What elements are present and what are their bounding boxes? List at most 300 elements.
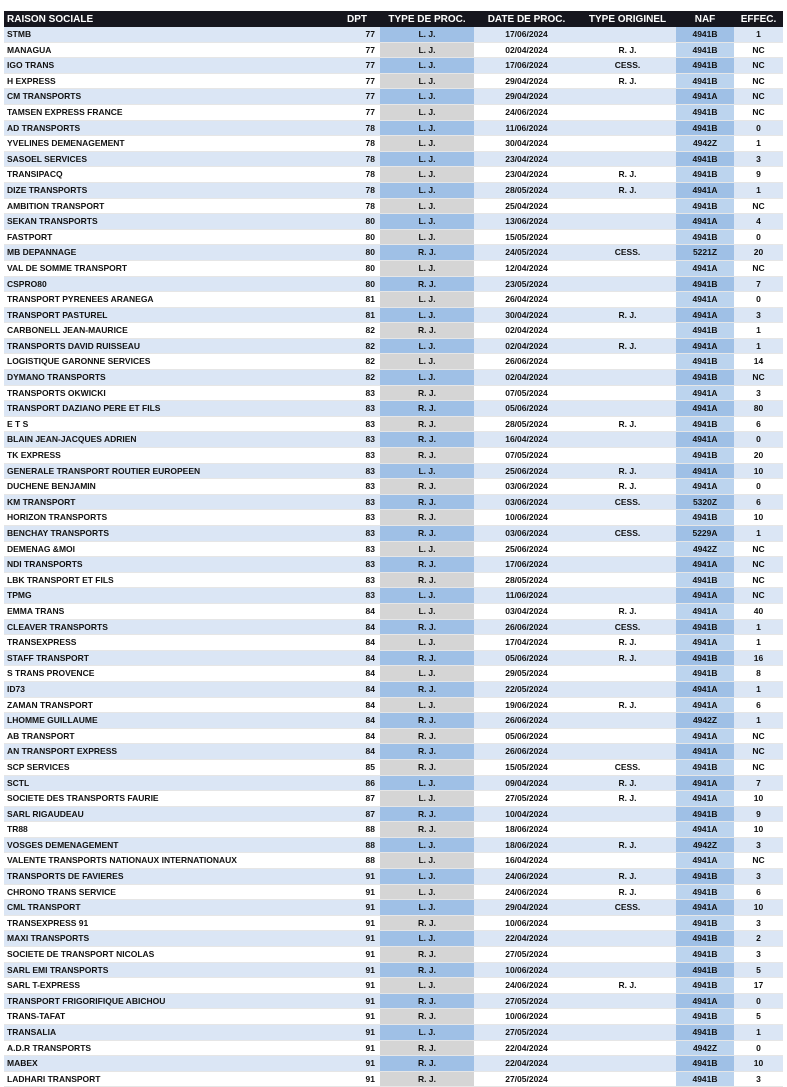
cell-type-originel xyxy=(579,713,676,729)
cell-date-de-proc: 29/04/2024 xyxy=(474,73,579,89)
cell-type-de-proc: L. J. xyxy=(380,292,474,308)
cell-type-de-proc: L. J. xyxy=(380,588,474,604)
cell-raison-sociale: LADHARI TRANSPORT xyxy=(4,1071,334,1087)
cell-effec: 0 xyxy=(734,120,783,136)
cell-effec: NC xyxy=(734,588,783,604)
table-row xyxy=(4,962,783,978)
cell-effec: 3 xyxy=(734,385,783,401)
cell-naf: 5320Z xyxy=(676,494,734,510)
cell-naf: 4941B xyxy=(676,962,734,978)
table-row xyxy=(4,697,783,713)
cell-effec: NC xyxy=(734,557,783,573)
cell-dpt: 80 xyxy=(334,245,380,261)
cell-dpt: 86 xyxy=(334,775,380,791)
table-row xyxy=(4,167,783,183)
table-row xyxy=(4,744,783,760)
table-row xyxy=(4,759,783,775)
cell-date-de-proc: 24/05/2024 xyxy=(474,245,579,261)
cell-date-de-proc: 30/04/2024 xyxy=(474,307,579,323)
table-row xyxy=(4,993,783,1009)
table-row xyxy=(4,619,783,635)
table-row xyxy=(4,463,783,479)
cell-type-de-proc: L. J. xyxy=(380,1025,474,1041)
cell-date-de-proc: 26/04/2024 xyxy=(474,292,579,308)
cell-raison-sociale: AMBITION TRANSPORT xyxy=(4,198,334,214)
cell-raison-sociale: SOCIETE DE TRANSPORT NICOLAS xyxy=(4,947,334,963)
cell-raison-sociale: STAFF TRANSPORT xyxy=(4,650,334,666)
cell-type-de-proc: R. J. xyxy=(380,650,474,666)
cell-dpt: 84 xyxy=(334,666,380,682)
cell-dpt: 77 xyxy=(334,73,380,89)
cell-date-de-proc: 17/06/2024 xyxy=(474,557,579,573)
cell-dpt: 91 xyxy=(334,1009,380,1025)
cell-type-originel xyxy=(579,260,676,276)
cell-date-de-proc: 19/06/2024 xyxy=(474,697,579,713)
cell-effec: 8 xyxy=(734,666,783,682)
cell-type-originel xyxy=(579,385,676,401)
cell-raison-sociale: LOGISTIQUE GARONNE SERVICES xyxy=(4,354,334,370)
cell-raison-sociale: ZAMAN TRANSPORT xyxy=(4,697,334,713)
cell-type-originel xyxy=(579,806,676,822)
cell-dpt: 87 xyxy=(334,791,380,807)
table-row xyxy=(4,915,783,931)
cell-raison-sociale: MABEX xyxy=(4,1056,334,1072)
cell-dpt: 81 xyxy=(334,292,380,308)
cell-date-de-proc: 10/04/2024 xyxy=(474,806,579,822)
cell-naf: 4941B xyxy=(676,915,734,931)
cell-date-de-proc: 26/06/2024 xyxy=(474,713,579,729)
cell-date-de-proc: 07/05/2024 xyxy=(474,385,579,401)
cell-naf: 4941A xyxy=(676,728,734,744)
cell-type-de-proc: L. J. xyxy=(380,603,474,619)
cell-type-originel: CESS. xyxy=(579,494,676,510)
cell-date-de-proc: 11/06/2024 xyxy=(474,588,579,604)
cell-dpt: 84 xyxy=(334,681,380,697)
cell-naf: 4941B xyxy=(676,572,734,588)
cell-date-de-proc: 16/04/2024 xyxy=(474,432,579,448)
cell-raison-sociale: CLEAVER TRANSPORTS xyxy=(4,619,334,635)
cell-naf: 4941B xyxy=(676,276,734,292)
table-row xyxy=(4,182,783,198)
cell-raison-sociale: TRANSALIA xyxy=(4,1025,334,1041)
cell-dpt: 83 xyxy=(334,432,380,448)
cell-type-originel xyxy=(579,510,676,526)
cell-type-originel: R. J. xyxy=(579,837,676,853)
cell-type-de-proc: R. J. xyxy=(380,494,474,510)
cell-dpt: 77 xyxy=(334,89,380,105)
cell-effec: 20 xyxy=(734,245,783,261)
cell-type-originel xyxy=(579,214,676,230)
cell-date-de-proc: 28/05/2024 xyxy=(474,182,579,198)
cell-raison-sociale: TRANSEXPRESS 91 xyxy=(4,915,334,931)
cell-raison-sociale: MANAGUA xyxy=(4,42,334,58)
cell-type-de-proc: R. J. xyxy=(380,744,474,760)
cell-raison-sociale: VOSGES DEMENAGEMENT xyxy=(4,837,334,853)
cell-dpt: 91 xyxy=(334,1025,380,1041)
cell-naf: 4941B xyxy=(676,27,734,42)
cell-dpt: 84 xyxy=(334,713,380,729)
cell-type-de-proc: R. J. xyxy=(380,1056,474,1072)
cell-dpt: 84 xyxy=(334,650,380,666)
cell-naf: 4941B xyxy=(676,666,734,682)
cell-raison-sociale: BENCHAY TRANSPORTS xyxy=(4,526,334,542)
cell-type-de-proc: R. J. xyxy=(380,962,474,978)
cell-raison-sociale: SARL EMI TRANSPORTS xyxy=(4,962,334,978)
cell-type-de-proc: L. J. xyxy=(380,151,474,167)
cell-date-de-proc: 17/06/2024 xyxy=(474,58,579,74)
cell-effec: 1 xyxy=(734,136,783,152)
cell-date-de-proc: 24/06/2024 xyxy=(474,869,579,885)
cell-effec: 4 xyxy=(734,214,783,230)
cell-date-de-proc: 15/05/2024 xyxy=(474,759,579,775)
cell-date-de-proc: 27/05/2024 xyxy=(474,1071,579,1087)
cell-type-originel xyxy=(579,1025,676,1041)
cell-date-de-proc: 05/06/2024 xyxy=(474,728,579,744)
table-row xyxy=(4,869,783,885)
cell-dpt: 84 xyxy=(334,635,380,651)
cell-effec: 6 xyxy=(734,697,783,713)
cell-effec: 0 xyxy=(734,229,783,245)
table-row xyxy=(4,775,783,791)
cell-dpt: 91 xyxy=(334,900,380,916)
table-row xyxy=(4,526,783,542)
cell-dpt: 91 xyxy=(334,947,380,963)
cell-effec: 6 xyxy=(734,494,783,510)
cell-naf: 4941B xyxy=(676,448,734,464)
cell-dpt: 80 xyxy=(334,214,380,230)
cell-naf: 4941B xyxy=(676,1025,734,1041)
cell-dpt: 91 xyxy=(334,869,380,885)
cell-naf: 4941B xyxy=(676,229,734,245)
header-type-de-proc: TYPE DE PROC. xyxy=(380,11,474,27)
cell-dpt: 83 xyxy=(334,557,380,573)
cell-raison-sociale: SCTL xyxy=(4,775,334,791)
cell-type-originel xyxy=(579,666,676,682)
header-effec: EFFEC. xyxy=(734,11,783,27)
cell-dpt: 78 xyxy=(334,151,380,167)
cell-dpt: 84 xyxy=(334,728,380,744)
table-row xyxy=(4,572,783,588)
cell-raison-sociale: EMMA TRANS xyxy=(4,603,334,619)
cell-raison-sociale: DUCHENE BENJAMIN xyxy=(4,479,334,495)
cell-effec: 10 xyxy=(734,1056,783,1072)
cell-naf: 4941A xyxy=(676,775,734,791)
cell-raison-sociale: LHOMME GUILLAUME xyxy=(4,713,334,729)
cell-raison-sociale: CML TRANSPORT xyxy=(4,900,334,916)
cell-type-originel xyxy=(579,276,676,292)
cell-type-originel xyxy=(579,136,676,152)
cell-effec: 10 xyxy=(734,463,783,479)
cell-date-de-proc: 15/05/2024 xyxy=(474,229,579,245)
cell-effec: 20 xyxy=(734,448,783,464)
cell-date-de-proc: 24/06/2024 xyxy=(474,104,579,120)
cell-type-de-proc: R. J. xyxy=(380,1040,474,1056)
cell-raison-sociale: SARL RIGAUDEAU xyxy=(4,806,334,822)
cell-raison-sociale: SEKAN TRANSPORTS xyxy=(4,214,334,230)
cell-date-de-proc: 26/06/2024 xyxy=(474,744,579,760)
cell-effec: 10 xyxy=(734,510,783,526)
cell-raison-sociale: AN TRANSPORT EXPRESS xyxy=(4,744,334,760)
cell-type-de-proc: L. J. xyxy=(380,167,474,183)
cell-naf: 4941A xyxy=(676,292,734,308)
cell-type-de-proc: R. J. xyxy=(380,416,474,432)
cell-date-de-proc: 25/06/2024 xyxy=(474,463,579,479)
cell-type-originel: CESS. xyxy=(579,245,676,261)
cell-type-de-proc: R. J. xyxy=(380,619,474,635)
cell-type-originel xyxy=(579,1056,676,1072)
cell-naf: 4941B xyxy=(676,354,734,370)
cell-effec: NC xyxy=(734,89,783,105)
cell-type-de-proc: L. J. xyxy=(380,58,474,74)
cell-naf: 4941A xyxy=(676,900,734,916)
cell-effec: 9 xyxy=(734,167,783,183)
cell-effec: 3 xyxy=(734,307,783,323)
cell-type-originel xyxy=(579,588,676,604)
cell-naf: 4941A xyxy=(676,338,734,354)
cell-type-originel xyxy=(579,931,676,947)
cell-effec: 1 xyxy=(734,526,783,542)
cell-type-originel xyxy=(579,104,676,120)
table-row xyxy=(4,1071,783,1087)
table-row xyxy=(4,900,783,916)
table-row xyxy=(4,432,783,448)
cell-effec: 10 xyxy=(734,900,783,916)
cell-raison-sociale: VAL DE SOMME TRANSPORT xyxy=(4,260,334,276)
table-row xyxy=(4,307,783,323)
cell-effec: NC xyxy=(734,744,783,760)
cell-date-de-proc: 23/04/2024 xyxy=(474,167,579,183)
cell-raison-sociale: NDI TRANSPORTS xyxy=(4,557,334,573)
cell-type-originel: R. J. xyxy=(579,338,676,354)
cell-naf: 4941A xyxy=(676,260,734,276)
cell-effec: 1 xyxy=(734,1025,783,1041)
cell-dpt: 78 xyxy=(334,120,380,136)
cell-naf: 4942Z xyxy=(676,1040,734,1056)
cell-type-de-proc: R. J. xyxy=(380,479,474,495)
cell-raison-sociale: CM TRANSPORTS xyxy=(4,89,334,105)
cell-naf: 4941A xyxy=(676,744,734,760)
cell-naf: 4942Z xyxy=(676,541,734,557)
cell-type-de-proc: L. J. xyxy=(380,697,474,713)
header-type-originel: TYPE ORIGINEL xyxy=(579,11,676,27)
cell-effec: NC xyxy=(734,198,783,214)
cell-raison-sociale: TRANSIPACQ xyxy=(4,167,334,183)
cell-type-de-proc: L. J. xyxy=(380,229,474,245)
cell-type-originel xyxy=(579,151,676,167)
cell-date-de-proc: 13/06/2024 xyxy=(474,214,579,230)
cell-raison-sociale: CHRONO TRANS SERVICE xyxy=(4,884,334,900)
cell-date-de-proc: 22/04/2024 xyxy=(474,1056,579,1072)
table-row xyxy=(4,401,783,417)
cell-effec: 1 xyxy=(734,619,783,635)
cell-naf: 4941B xyxy=(676,58,734,74)
cell-dpt: 85 xyxy=(334,759,380,775)
cell-raison-sociale: AB TRANSPORT xyxy=(4,728,334,744)
cell-dpt: 82 xyxy=(334,323,380,339)
cell-naf: 4941A xyxy=(676,681,734,697)
cell-date-de-proc: 05/06/2024 xyxy=(474,401,579,417)
cell-dpt: 80 xyxy=(334,260,380,276)
cell-date-de-proc: 29/04/2024 xyxy=(474,89,579,105)
cell-date-de-proc: 02/04/2024 xyxy=(474,42,579,58)
cell-date-de-proc: 30/04/2024 xyxy=(474,136,579,152)
cell-effec: NC xyxy=(734,58,783,74)
table-row xyxy=(4,1009,783,1025)
cell-type-de-proc: R. J. xyxy=(380,557,474,573)
cell-date-de-proc: 28/05/2024 xyxy=(474,416,579,432)
cell-date-de-proc: 22/04/2024 xyxy=(474,931,579,947)
cell-raison-sociale: TRANS-TAFAT xyxy=(4,1009,334,1025)
cell-type-originel xyxy=(579,27,676,42)
procedures-table xyxy=(4,11,783,1087)
cell-date-de-proc: 23/04/2024 xyxy=(474,151,579,167)
table-row xyxy=(4,229,783,245)
cell-dpt: 82 xyxy=(334,370,380,386)
cell-naf: 4941B xyxy=(676,416,734,432)
cell-dpt: 83 xyxy=(334,385,380,401)
cell-type-originel xyxy=(579,744,676,760)
table-row xyxy=(4,713,783,729)
cell-type-originel: R. J. xyxy=(579,775,676,791)
table-row xyxy=(4,276,783,292)
table-row xyxy=(4,822,783,838)
cell-naf: 4941B xyxy=(676,120,734,136)
cell-type-de-proc: L. J. xyxy=(380,837,474,853)
cell-type-originel: CESS. xyxy=(579,759,676,775)
cell-naf: 4941B xyxy=(676,151,734,167)
cell-naf: 4941B xyxy=(676,198,734,214)
cell-naf: 4941B xyxy=(676,42,734,58)
cell-effec: 3 xyxy=(734,151,783,167)
cell-date-de-proc: 07/05/2024 xyxy=(474,448,579,464)
table-row xyxy=(4,89,783,105)
cell-effec: 5 xyxy=(734,1009,783,1025)
cell-naf: 4941B xyxy=(676,167,734,183)
cell-type-originel xyxy=(579,541,676,557)
cell-date-de-proc: 02/04/2024 xyxy=(474,338,579,354)
cell-date-de-proc: 22/04/2024 xyxy=(474,1040,579,1056)
cell-type-de-proc: L. J. xyxy=(380,931,474,947)
table-row xyxy=(4,541,783,557)
table-row xyxy=(4,510,783,526)
table-row xyxy=(4,1056,783,1072)
table-row xyxy=(4,791,783,807)
cell-raison-sociale: TRANSPORTS OKWICKI xyxy=(4,385,334,401)
cell-naf: 5229A xyxy=(676,526,734,542)
table-row xyxy=(4,494,783,510)
cell-dpt: 83 xyxy=(334,510,380,526)
cell-type-originel xyxy=(579,947,676,963)
cell-date-de-proc: 25/04/2024 xyxy=(474,198,579,214)
cell-date-de-proc: 18/06/2024 xyxy=(474,822,579,838)
cell-type-originel xyxy=(579,354,676,370)
cell-effec: NC xyxy=(734,759,783,775)
cell-type-de-proc: L. J. xyxy=(380,198,474,214)
cell-dpt: 77 xyxy=(334,27,380,42)
cell-date-de-proc: 23/05/2024 xyxy=(474,276,579,292)
cell-type-de-proc: R. J. xyxy=(380,385,474,401)
cell-naf: 4941B xyxy=(676,947,734,963)
cell-effec: NC xyxy=(734,104,783,120)
cell-raison-sociale: TRANSPORT PASTUREL xyxy=(4,307,334,323)
cell-dpt: 88 xyxy=(334,853,380,869)
cell-type-de-proc: L. J. xyxy=(380,182,474,198)
cell-type-de-proc: R. J. xyxy=(380,245,474,261)
cell-date-de-proc: 03/04/2024 xyxy=(474,603,579,619)
cell-effec: 1 xyxy=(734,323,783,339)
table-row xyxy=(4,292,783,308)
cell-type-de-proc: R. J. xyxy=(380,448,474,464)
cell-dpt: 82 xyxy=(334,354,380,370)
cell-type-de-proc: L. J. xyxy=(380,260,474,276)
cell-type-originel xyxy=(579,198,676,214)
cell-type-de-proc: R. J. xyxy=(380,432,474,448)
cell-dpt: 91 xyxy=(334,1056,380,1072)
cell-date-de-proc: 27/05/2024 xyxy=(474,993,579,1009)
cell-effec: NC xyxy=(734,853,783,869)
cell-raison-sociale: TR88 xyxy=(4,822,334,838)
table-row xyxy=(4,806,783,822)
cell-type-originel xyxy=(579,853,676,869)
cell-naf: 4941A xyxy=(676,182,734,198)
cell-effec: 3 xyxy=(734,915,783,931)
cell-dpt: 83 xyxy=(334,401,380,417)
cell-naf: 4941B xyxy=(676,510,734,526)
cell-raison-sociale: TK EXPRESS xyxy=(4,448,334,464)
cell-naf: 4941B xyxy=(676,884,734,900)
cell-effec: 3 xyxy=(734,1071,783,1087)
cell-dpt: 83 xyxy=(334,416,380,432)
cell-type-de-proc: R. J. xyxy=(380,947,474,963)
cell-type-de-proc: L. J. xyxy=(380,541,474,557)
cell-dpt: 78 xyxy=(334,182,380,198)
cell-dpt: 78 xyxy=(334,136,380,152)
cell-type-de-proc: L. J. xyxy=(380,791,474,807)
cell-naf: 4941A xyxy=(676,993,734,1009)
cell-type-originel xyxy=(579,993,676,1009)
cell-effec: 7 xyxy=(734,775,783,791)
cell-type-de-proc: L. J. xyxy=(380,775,474,791)
cell-raison-sociale: A.D.R TRANSPORTS xyxy=(4,1040,334,1056)
table-row xyxy=(4,136,783,152)
cell-raison-sociale: CARBONELL JEAN-MAURICE xyxy=(4,323,334,339)
cell-dpt: 91 xyxy=(334,1040,380,1056)
cell-type-originel: CESS. xyxy=(579,58,676,74)
cell-type-de-proc: L. J. xyxy=(380,884,474,900)
cell-type-de-proc: R. J. xyxy=(380,728,474,744)
cell-effec: 0 xyxy=(734,1040,783,1056)
cell-type-de-proc: R. J. xyxy=(380,1009,474,1025)
cell-type-de-proc: L. J. xyxy=(380,338,474,354)
cell-dpt: 77 xyxy=(334,58,380,74)
cell-type-de-proc: R. J. xyxy=(380,276,474,292)
cell-effec: NC xyxy=(734,370,783,386)
cell-raison-sociale: TPMG xyxy=(4,588,334,604)
cell-type-originel: R. J. xyxy=(579,42,676,58)
cell-raison-sociale: VALENTE TRANSPORTS NATIONAUX INTERNATIONAUX xyxy=(4,853,334,869)
cell-effec: 2 xyxy=(734,931,783,947)
cell-naf: 4941A xyxy=(676,385,734,401)
cell-dpt: 83 xyxy=(334,588,380,604)
table-row xyxy=(4,198,783,214)
cell-type-originel xyxy=(579,1071,676,1087)
cell-type-originel xyxy=(579,432,676,448)
cell-effec: 6 xyxy=(734,884,783,900)
cell-naf: 4942Z xyxy=(676,136,734,152)
cell-naf: 4941A xyxy=(676,791,734,807)
table-row xyxy=(4,681,783,697)
table-row xyxy=(4,120,783,136)
